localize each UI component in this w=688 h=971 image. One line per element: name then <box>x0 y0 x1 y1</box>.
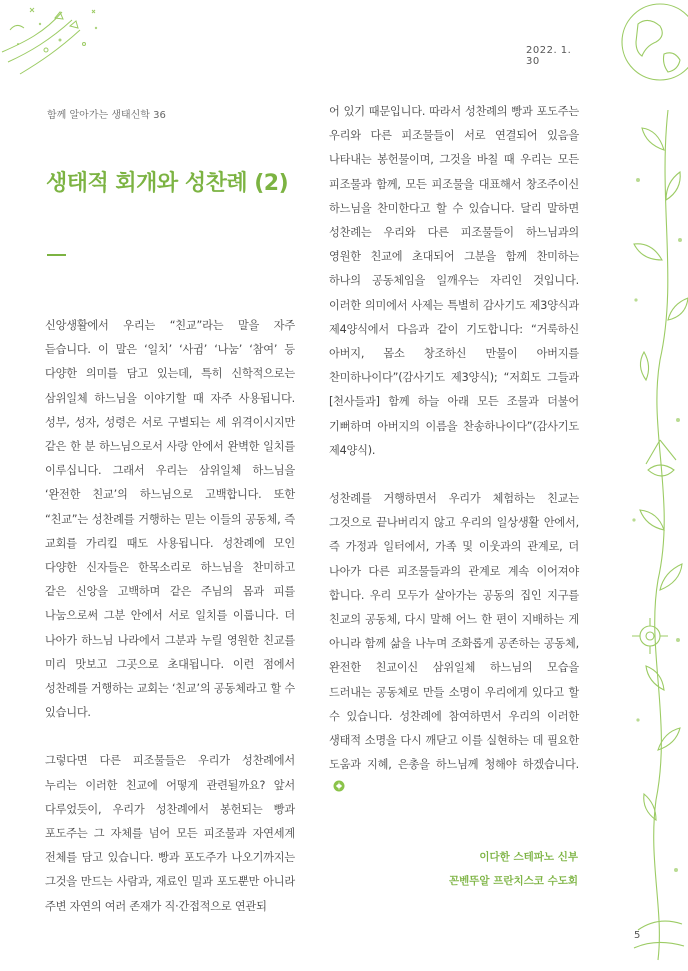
article-title: 생태적 회개와 성찬례 (2) <box>46 171 289 196</box>
article-column-right <box>329 100 579 826</box>
title-underline <box>47 254 66 256</box>
body-paragraph: 어 있기 때문입니다. 따라서 성찬례의 빵과 포도주는 우리와 다른 피조물들이 서로 연결되어 있음을 나타내는 봉헌물이며, 그것을 바칠 때 우리는 모든 피조물과 함께, 모든 피조물을 대표해서 창조주이신 하느님을 찬미한다고 할 수 있습니다. 달리 말하면 성찬례는 우리와 다른 피조물들이 하느님과의 영원한 친교에 초대되어 그분을 함께 찬미하는 하나의 공동체임을 일깨우는 자리인 것입니다. 이러한 의미에서 사제는 특별히 감사기도 제3양식과 제4양식에서 다음과 같이 기도합니다: “거룩하신 아버지, 몸소 창조하신 만물이 아버지를 찬미하나이다”(감사기도 제3양식); “저희도 그들과[천사들과] 함께 하늘 아래 모든 조물과 더불어 기뻐하며 아버지의 이름을 찬송하나이다”(감사기도 제4양식). <box>329 105 579 457</box>
botanical-vine-icon <box>598 0 688 971</box>
leaf-branch-icon <box>0 0 110 80</box>
globe-leaf-icon <box>333 777 345 801</box>
author-name: 이다한 스테파노 신부 <box>479 851 578 863</box>
page-number: 5 <box>634 930 641 941</box>
body-paragraph <box>329 487 579 802</box>
issue-date: 2022. 1. 30 <box>526 45 572 67</box>
author-organization: 꼰벤뚜알 프란치스코 수도회 <box>448 875 578 887</box>
body-paragraph: 신앙생활에서 우리는 “친교”라는 말을 자주 듣습니다. 이 말은 ‘일치’ ‘사귐’ ‘나눔’ ‘참여’ 등 다양한 의미를 담고 있는데, 특히 신학적으로는 삼위일체 하느님을 이야기할 때 자주 사용됩니다. 성부, 성자, 성령은 서로 구별되는 세 위격이시지만 같은 한 분 하느님으로서 사랑 안에서 완벽한 일치를 이루십니다. 그래서 우리는 삼위일체 하느님을 ‘완전한 친교’의 하느님으로 고백합니다. 또한 “친교”는 성찬례를 거행하는 믿는 이들의 공동체, 즉 교회를 가리킬 때도 사용됩니다. 성찬례에 모인 다양한 신자들은 한목소리로 하느님을 찬미하고 같은 신앙을 고백하며 같은 주님의 몸과 피를 나눔으로써 그분 안에서 서로 일치를 이룹니다. 더 나아가 하느님 나라에서 그분과 누릴 영원한 친교를 미리 맛보고 그곳으로 초대됩니다. 이런 점에서 성찬례를 거행하는 교회는 ‘친교’의 공동체라고 할 수 있습니다. <box>45 319 295 720</box>
article-column-left <box>45 314 295 943</box>
series-label: 함께 알아가는 생태신학 36 <box>47 110 166 121</box>
body-paragraph: 그렇다면 다른 피조물들은 우리가 성찬례에서 누리는 이러한 친교에 어떻게 관련될까요? 앞서 다루었듯이, 우리가 성찬례에서 봉헌되는 빵과 포도주는 그 자체를 넘어 모든 피조물과 자연세계 전체를 담고 있습니다. 빵과 포도주가 나오기까지는 그것을 만드는 사람과, 재료인 밀과 포도뿐만 아니라 주변 자연의 여러 존재가 직·간접적으로 연관되 <box>45 754 295 913</box>
body-paragraph-text: 성찬례를 거행하면서 우리가 체험하는 친교는 그것으로 끝나버리지 않고 우리의 일상생활 안에서, 즉 가정과 일터에서, 가족 및 이웃과의 관계로, 더 나아가 다른 피조물들과의 관계로 계속 이어져야 합니다. 우리 모두가 살아가는 공동의 집인 지구를 친교의 공동체, 다시 말해 어느 한 편이 지배하는 게 아니라 함께 삶을 나누며 조화롭게 공존하는 공동체, 완전한 친교이신 삼위일체 하느님의 모습을 드러내는 공동체로 만들 소명이 우리에게 있다고 할 수 있습니다. 성찬례에 참여하면서 우리의 이러한 생태적 소명을 다시 깨닫고 이를 실현하는 데 필요한 도움과 지혜, 은총을 하느님께 청해야 하겠습니다. <box>329 492 579 772</box>
